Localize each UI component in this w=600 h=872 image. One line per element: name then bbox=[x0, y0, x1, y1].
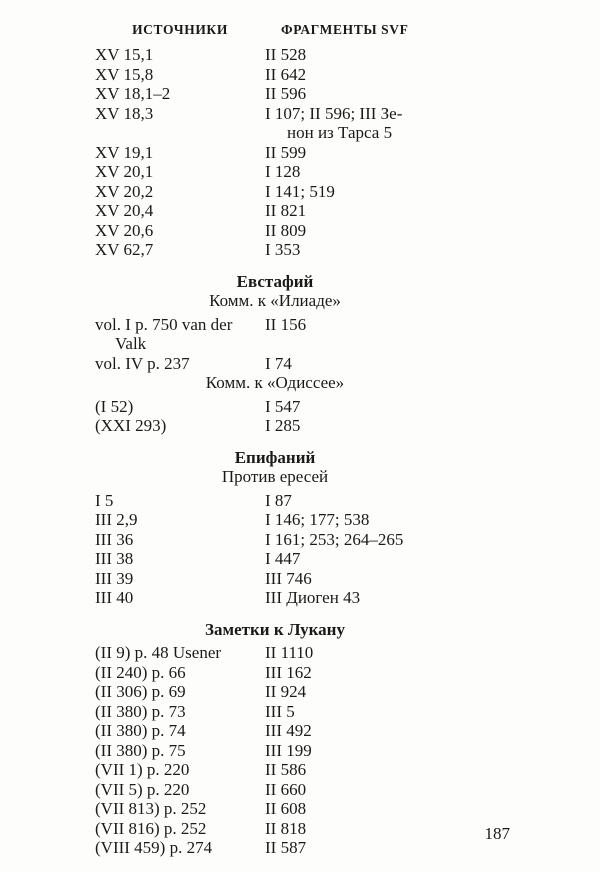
source-line: (VII 816) p. 252 bbox=[95, 818, 207, 838]
source-cell bbox=[95, 416, 265, 436]
source-cell bbox=[95, 510, 265, 530]
index-section bbox=[95, 620, 515, 858]
fragment-line: I 161; 253; 264–265 bbox=[265, 529, 404, 549]
table-row bbox=[95, 549, 515, 569]
fragment-cell bbox=[265, 182, 515, 202]
source-line: (II 380) p. 74 bbox=[95, 721, 186, 740]
table-row bbox=[95, 741, 515, 761]
source-cell bbox=[95, 702, 265, 722]
source-line: XV 20,1 bbox=[95, 162, 154, 181]
fragment-line: нон из Тарса 5 bbox=[287, 123, 393, 142]
source-line: Valk bbox=[115, 334, 147, 353]
table-row bbox=[95, 510, 515, 530]
fragment-cell bbox=[265, 549, 515, 569]
source-cell bbox=[95, 182, 265, 202]
fragment-line: I 547 bbox=[265, 396, 301, 416]
source-cell bbox=[95, 549, 265, 569]
source-cell bbox=[95, 221, 265, 241]
fragment-line: I 87 bbox=[265, 490, 292, 510]
source-line: (VII 1) p. 220 bbox=[95, 760, 190, 779]
index-section bbox=[95, 45, 515, 260]
fragment-line: I 128 bbox=[265, 162, 301, 181]
fragment-cell bbox=[265, 741, 515, 761]
source-line: XV 20,6 bbox=[95, 220, 154, 240]
fragment-line: II 1110 bbox=[265, 643, 314, 662]
table-row bbox=[95, 221, 515, 241]
source-line: (II 306) p. 69 bbox=[95, 682, 186, 701]
table-row bbox=[95, 416, 515, 436]
source-cell bbox=[95, 569, 265, 589]
fragment-line: I 141; 519 bbox=[265, 181, 335, 201]
source-line: vol. I p. 750 van der bbox=[95, 314, 233, 334]
source-cell bbox=[95, 682, 265, 702]
fragment-line: III Диоген 43 bbox=[265, 588, 361, 607]
source-cell bbox=[95, 530, 265, 550]
fragment-cell bbox=[265, 721, 515, 741]
source-cell bbox=[95, 780, 265, 800]
fragment-line: II 818 bbox=[265, 818, 307, 838]
source-cell bbox=[95, 721, 265, 741]
source-cell bbox=[95, 315, 265, 354]
fragment-cell bbox=[265, 588, 515, 608]
fragment-cell bbox=[265, 354, 515, 374]
table-row bbox=[95, 354, 515, 374]
fragment-line: II 596 bbox=[265, 84, 307, 103]
fragment-line: II 528 bbox=[265, 45, 307, 64]
source-line: XV 19,1 bbox=[95, 142, 154, 162]
table-row bbox=[95, 780, 515, 800]
source-cell bbox=[95, 397, 265, 417]
source-line: (II 380) p. 75 bbox=[95, 740, 186, 760]
source-cell bbox=[95, 799, 265, 819]
section-subtitle: Комм. к «Илиаде» bbox=[209, 291, 341, 310]
fragment-cell bbox=[265, 315, 515, 335]
source-line: III 2,9 bbox=[95, 510, 138, 529]
rows-group bbox=[95, 643, 515, 858]
source-line: (I 52) bbox=[95, 396, 134, 416]
fragment-line: I 285 bbox=[265, 416, 301, 435]
table-row bbox=[95, 569, 515, 589]
table-row bbox=[95, 682, 515, 702]
source-line: (VII 5) p. 220 bbox=[95, 779, 190, 799]
source-cell bbox=[95, 201, 265, 221]
source-cell bbox=[95, 819, 265, 839]
fragment-cell bbox=[265, 491, 515, 511]
fragment-cell bbox=[265, 221, 515, 241]
rows-group bbox=[95, 315, 515, 374]
table-row bbox=[95, 491, 515, 511]
table-header bbox=[95, 22, 505, 38]
table-row bbox=[95, 397, 515, 417]
fragment-line: II 809 bbox=[265, 220, 307, 240]
column-header-fragments: ФРАГМЕНТЫ SVF bbox=[281, 22, 409, 37]
source-line: III 36 bbox=[95, 529, 134, 549]
source-line: XV 18,1–2 bbox=[95, 84, 171, 103]
concordance-table bbox=[95, 45, 515, 858]
rows-group bbox=[95, 491, 515, 608]
fragment-line: I 353 bbox=[265, 240, 301, 259]
fragment-line: I 107; II 596; III Зе- bbox=[265, 103, 403, 123]
fragment-cell bbox=[265, 45, 515, 65]
section-title: Евстафий bbox=[236, 271, 314, 291]
source-cell bbox=[95, 491, 265, 511]
section-title: Епифаний bbox=[234, 447, 316, 467]
fragment-cell bbox=[265, 530, 515, 550]
table-row bbox=[95, 45, 515, 65]
source-line: XV 62,7 bbox=[95, 240, 154, 259]
fragment-line: I 447 bbox=[265, 549, 301, 568]
fragment-line: II 924 bbox=[265, 682, 307, 701]
table-row bbox=[95, 838, 515, 858]
page-number: 187 bbox=[484, 824, 510, 843]
section-subtitle: Против ересей bbox=[221, 467, 329, 486]
fragment-line: III 5 bbox=[265, 701, 295, 721]
column-header-sources: ИСТОЧНИКИ bbox=[132, 22, 228, 37]
source-line: XV 18,3 bbox=[95, 103, 154, 123]
fragment-cell bbox=[265, 702, 515, 722]
table-row bbox=[95, 643, 515, 663]
source-cell bbox=[95, 240, 265, 260]
table-row bbox=[95, 240, 515, 260]
fragment-line: III 162 bbox=[265, 662, 312, 682]
fragment-line: I 146; 177; 538 bbox=[265, 510, 370, 529]
source-line: I 5 bbox=[95, 490, 114, 510]
fragment-cell bbox=[265, 643, 515, 663]
source-line: (VII 813) p. 252 bbox=[95, 799, 207, 818]
source-cell bbox=[95, 84, 265, 104]
fragment-line: II 821 bbox=[265, 201, 307, 220]
source-line: III 40 bbox=[95, 588, 134, 607]
source-cell bbox=[95, 143, 265, 163]
source-line: (II 240) p. 66 bbox=[95, 662, 186, 682]
fragment-cell bbox=[265, 682, 515, 702]
source-line: III 39 bbox=[95, 568, 134, 588]
source-line: XV 20,2 bbox=[95, 181, 154, 201]
fragment-line: III 746 bbox=[265, 568, 312, 588]
table-row bbox=[95, 65, 515, 85]
fragment-line: II 587 bbox=[265, 838, 307, 857]
fragment-cell bbox=[265, 162, 515, 182]
table-row bbox=[95, 201, 515, 221]
fragment-line: III 199 bbox=[265, 740, 312, 760]
table-row bbox=[95, 182, 515, 202]
fragment-cell bbox=[265, 201, 515, 221]
fragment-line: II 608 bbox=[265, 799, 307, 818]
source-cell bbox=[95, 354, 265, 374]
fragment-cell bbox=[265, 819, 515, 839]
source-cell bbox=[95, 104, 265, 124]
source-cell bbox=[95, 643, 265, 663]
fragment-cell bbox=[265, 240, 515, 260]
table-row bbox=[95, 663, 515, 683]
source-cell bbox=[95, 741, 265, 761]
source-line: (VIII 459) p. 274 bbox=[95, 838, 213, 857]
source-line: XV 20,4 bbox=[95, 201, 154, 220]
source-cell bbox=[95, 760, 265, 780]
table-row bbox=[95, 819, 515, 839]
table-row bbox=[95, 588, 515, 608]
source-cell bbox=[95, 663, 265, 683]
rows-group bbox=[95, 45, 515, 260]
fragment-cell bbox=[265, 65, 515, 85]
table-row bbox=[95, 84, 515, 104]
table-row bbox=[95, 721, 515, 741]
fragment-cell bbox=[265, 84, 515, 104]
table-row bbox=[95, 104, 515, 143]
source-line: (II 9) p. 48 Usener bbox=[95, 643, 222, 662]
table-row bbox=[95, 315, 515, 354]
fragment-cell bbox=[265, 397, 515, 417]
fragment-line: II 660 bbox=[265, 779, 307, 799]
source-line: XV 15,8 bbox=[95, 64, 154, 84]
fragment-cell bbox=[265, 838, 515, 858]
fragment-cell bbox=[265, 799, 515, 819]
fragment-cell bbox=[265, 143, 515, 163]
source-cell bbox=[95, 588, 265, 608]
source-cell bbox=[95, 162, 265, 182]
fragment-line: II 599 bbox=[265, 142, 307, 162]
section-subtitle: Комм. к «Одиссее» bbox=[205, 373, 345, 392]
fragment-line: II 586 bbox=[265, 760, 307, 779]
fragment-cell bbox=[265, 780, 515, 800]
source-cell bbox=[95, 838, 265, 858]
section-title: Заметки к Лукану bbox=[205, 619, 345, 639]
fragment-cell bbox=[265, 760, 515, 780]
source-line: XV 15,1 bbox=[95, 45, 154, 64]
table-row bbox=[95, 702, 515, 722]
fragment-cell bbox=[265, 104, 515, 143]
fragment-line: II 156 bbox=[265, 314, 307, 334]
fragment-line: III 492 bbox=[265, 721, 312, 740]
rows-group bbox=[95, 397, 515, 436]
index-section bbox=[95, 272, 515, 436]
source-cell bbox=[95, 65, 265, 85]
source-line: (XXI 293) bbox=[95, 416, 167, 435]
source-line: vol. IV p. 237 bbox=[95, 353, 190, 373]
index-section bbox=[95, 448, 515, 608]
table-row bbox=[95, 760, 515, 780]
fragment-cell bbox=[265, 416, 515, 436]
fragment-line: II 642 bbox=[265, 64, 307, 84]
table-row bbox=[95, 162, 515, 182]
fragment-cell bbox=[265, 569, 515, 589]
source-line: III 38 bbox=[95, 549, 134, 568]
source-cell bbox=[95, 45, 265, 65]
fragment-cell bbox=[265, 663, 515, 683]
table-row bbox=[95, 143, 515, 163]
fragment-line: I 74 bbox=[265, 353, 292, 373]
source-line: (II 380) p. 73 bbox=[95, 701, 186, 721]
table-row bbox=[95, 530, 515, 550]
fragment-cell bbox=[265, 510, 515, 530]
table-row bbox=[95, 799, 515, 819]
